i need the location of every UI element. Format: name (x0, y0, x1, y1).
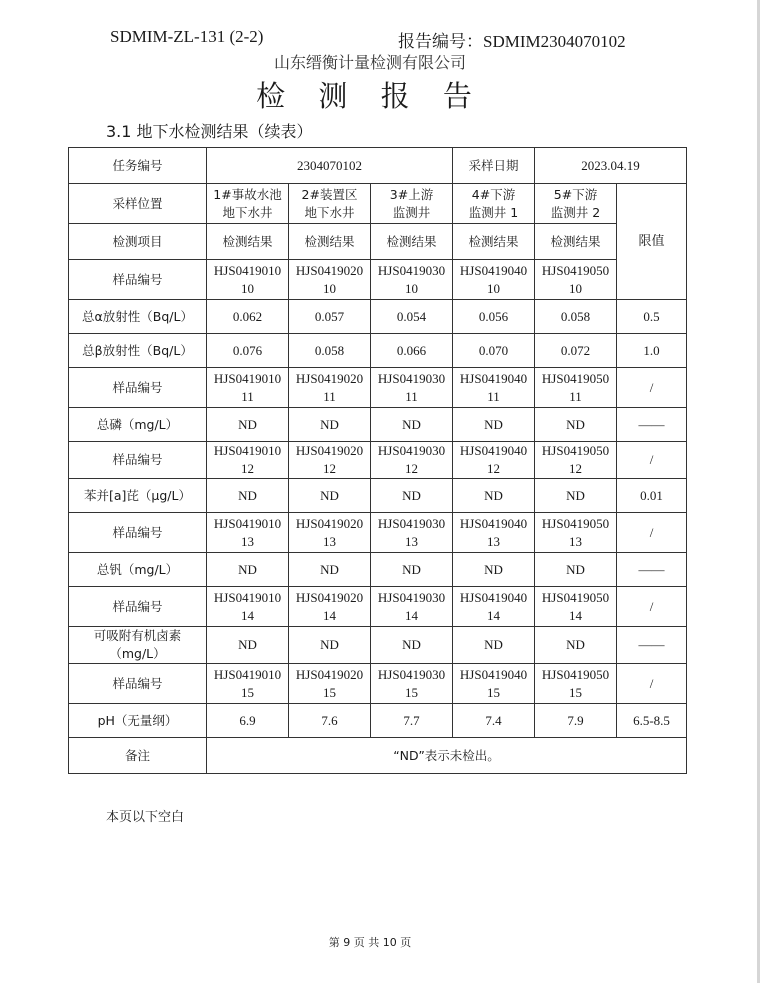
sample-id: HJS0419050 13 (535, 513, 617, 553)
result-value: 0.072 (535, 334, 617, 368)
doc-code: SDMIM-ZL-131 (2-2) (110, 27, 264, 46)
page-number: 第 9 页 共 10 页 (328, 936, 412, 949)
blank-page-note: 本页以下空白 (106, 810, 185, 825)
limit-value: / (617, 442, 687, 479)
sample-id: HJS0419040 11 (453, 368, 535, 408)
location-label: 采样位置 (69, 184, 207, 224)
sample-id: HJS0419050 14 (535, 587, 617, 627)
limit-value: / (617, 664, 687, 704)
result-value: 7.4 (453, 704, 535, 738)
location-cell: 5#下游 监测井 2 (535, 184, 617, 224)
result-label: 检测结果 (371, 224, 453, 260)
limit-value: —— (617, 627, 687, 664)
limit-header: 限值 (617, 184, 687, 300)
sample-row (69, 368, 687, 408)
result-value: ND (453, 408, 535, 442)
row-label: 总β放射性（Bq/L） (69, 334, 207, 368)
result-value: ND (453, 479, 535, 513)
result-label: 检测结果 (207, 224, 289, 260)
sample-id: HJS0419050 12 (535, 442, 617, 479)
row-label: 样品编号 (69, 442, 207, 479)
result-value: ND (453, 553, 535, 587)
item-row (69, 224, 687, 260)
sample-id: HJS0419050 10 (535, 260, 617, 300)
sample-id: HJS0419010 13 (207, 513, 289, 553)
row-label: 样品编号 (69, 587, 207, 627)
remark-value: “ND”表示未检出。 (207, 738, 687, 774)
row-label: pH（无量纲） (69, 704, 207, 738)
sample-row (69, 513, 687, 553)
result-value: 0.076 (207, 334, 289, 368)
sample-row (69, 442, 687, 479)
result-value: ND (535, 479, 617, 513)
sample-row (69, 260, 687, 300)
sample-id: HJS0419030 13 (371, 513, 453, 553)
sample-id: HJS0419030 10 (371, 260, 453, 300)
limit-value: / (617, 587, 687, 627)
sample-id: HJS0419020 14 (289, 587, 371, 627)
sample-id: HJS0419020 12 (289, 442, 371, 479)
row-label: 可吸附有机卤素 （mg/L） (69, 627, 207, 664)
measurement-row (69, 627, 687, 664)
item-label: 检测项目 (69, 224, 207, 260)
sample-row (69, 664, 687, 704)
sample-id: HJS0419040 14 (453, 587, 535, 627)
result-value: ND (207, 479, 289, 513)
result-value: 6.9 (207, 704, 289, 738)
section-title: 3.1 地下水检测结果（续表） (106, 122, 313, 141)
result-value: ND (535, 408, 617, 442)
row-label: 样品编号 (69, 260, 207, 300)
sample-id: HJS0419040 10 (453, 260, 535, 300)
sample-id: HJS0419030 12 (371, 442, 453, 479)
sample-id: HJS0419040 15 (453, 664, 535, 704)
location-row (69, 184, 687, 224)
result-value: 0.066 (371, 334, 453, 368)
result-value: 0.062 (207, 300, 289, 334)
date-label: 采样日期 (453, 148, 535, 184)
sample-id: HJS0419010 12 (207, 442, 289, 479)
row-label: 样品编号 (69, 513, 207, 553)
location-cell: 1#事故水池 地下水井 (207, 184, 289, 224)
row-label: 苯并[a]芘（μg/L） (69, 479, 207, 513)
sample-id: HJS0419010 15 (207, 664, 289, 704)
sample-id: HJS0419020 10 (289, 260, 371, 300)
result-value: 7.9 (535, 704, 617, 738)
row-label: 总α放射性（Bq/L） (69, 300, 207, 334)
limit-value: 1.0 (617, 334, 687, 368)
sample-id: HJS0419030 14 (371, 587, 453, 627)
task-row (69, 148, 687, 184)
result-value: ND (207, 553, 289, 587)
limit-value: / (617, 368, 687, 408)
limit-value: 0.01 (617, 479, 687, 513)
result-value: ND (207, 627, 289, 664)
measurement-row (69, 300, 687, 334)
result-label: 检测结果 (535, 224, 617, 260)
sample-id: HJS0419050 11 (535, 368, 617, 408)
row-label: 样品编号 (69, 664, 207, 704)
result-value: ND (371, 408, 453, 442)
result-value: 0.070 (453, 334, 535, 368)
result-value: ND (453, 627, 535, 664)
result-label: 检测结果 (453, 224, 535, 260)
sample-id: HJS0419050 15 (535, 664, 617, 704)
result-value: ND (289, 553, 371, 587)
sample-id: HJS0419020 11 (289, 368, 371, 408)
result-value: 0.058 (289, 334, 371, 368)
result-value: ND (371, 627, 453, 664)
sample-id: HJS0419020 13 (289, 513, 371, 553)
result-value: 0.058 (535, 300, 617, 334)
limit-value: —— (617, 553, 687, 587)
sample-id: HJS0419040 13 (453, 513, 535, 553)
report-number: 报告编号：SDMIM2304070102 (398, 32, 626, 51)
result-value: 0.056 (453, 300, 535, 334)
result-value: ND (289, 627, 371, 664)
result-value: ND (371, 553, 453, 587)
sample-id: HJS0419040 12 (453, 442, 535, 479)
result-value: 7.7 (371, 704, 453, 738)
measurement-row (69, 334, 687, 368)
date-value: 2023.04.19 (535, 148, 687, 184)
measurement-row (69, 479, 687, 513)
result-value: ND (535, 627, 617, 664)
remark-row (69, 738, 687, 774)
limit-value: 6.5-8.5 (617, 704, 687, 738)
result-value: ND (535, 553, 617, 587)
report-title: 检 测 报 告 (256, 79, 484, 113)
location-cell: 2#装置区 地下水井 (289, 184, 371, 224)
limit-value: —— (617, 408, 687, 442)
sample-id: HJS0419030 15 (371, 664, 453, 704)
result-value: ND (289, 479, 371, 513)
measurement-row (69, 553, 687, 587)
limit-value: / (617, 513, 687, 553)
task-value: 2304070102 (207, 148, 453, 184)
remark-label: 备注 (69, 738, 207, 774)
result-value: 7.6 (289, 704, 371, 738)
result-value: ND (207, 408, 289, 442)
task-label: 任务编号 (69, 148, 207, 184)
sample-id: HJS0419010 11 (207, 368, 289, 408)
row-label: 样品编号 (69, 368, 207, 408)
result-value: 0.054 (371, 300, 453, 334)
result-label: 检测结果 (289, 224, 371, 260)
result-value: ND (289, 408, 371, 442)
limit-value: 0.5 (617, 300, 687, 334)
sample-row (69, 587, 687, 627)
measurement-row (69, 704, 687, 738)
sample-id: HJS0419020 15 (289, 664, 371, 704)
sample-id: HJS0419030 11 (371, 368, 453, 408)
result-value: ND (371, 479, 453, 513)
result-value: 0.057 (289, 300, 371, 334)
measurement-row (69, 408, 687, 442)
company-name: 山东缙衡计量检测有限公司 (273, 53, 466, 72)
row-label: 总钒（mg/L） (69, 553, 207, 587)
results-table (68, 147, 687, 774)
sample-id: HJS0419010 10 (207, 260, 289, 300)
location-cell: 3#上游 监测井 (371, 184, 453, 224)
location-cell: 4#下游 监测井 1 (453, 184, 535, 224)
row-label: 总磷（mg/L） (69, 408, 207, 442)
sample-id: HJS0419010 14 (207, 587, 289, 627)
